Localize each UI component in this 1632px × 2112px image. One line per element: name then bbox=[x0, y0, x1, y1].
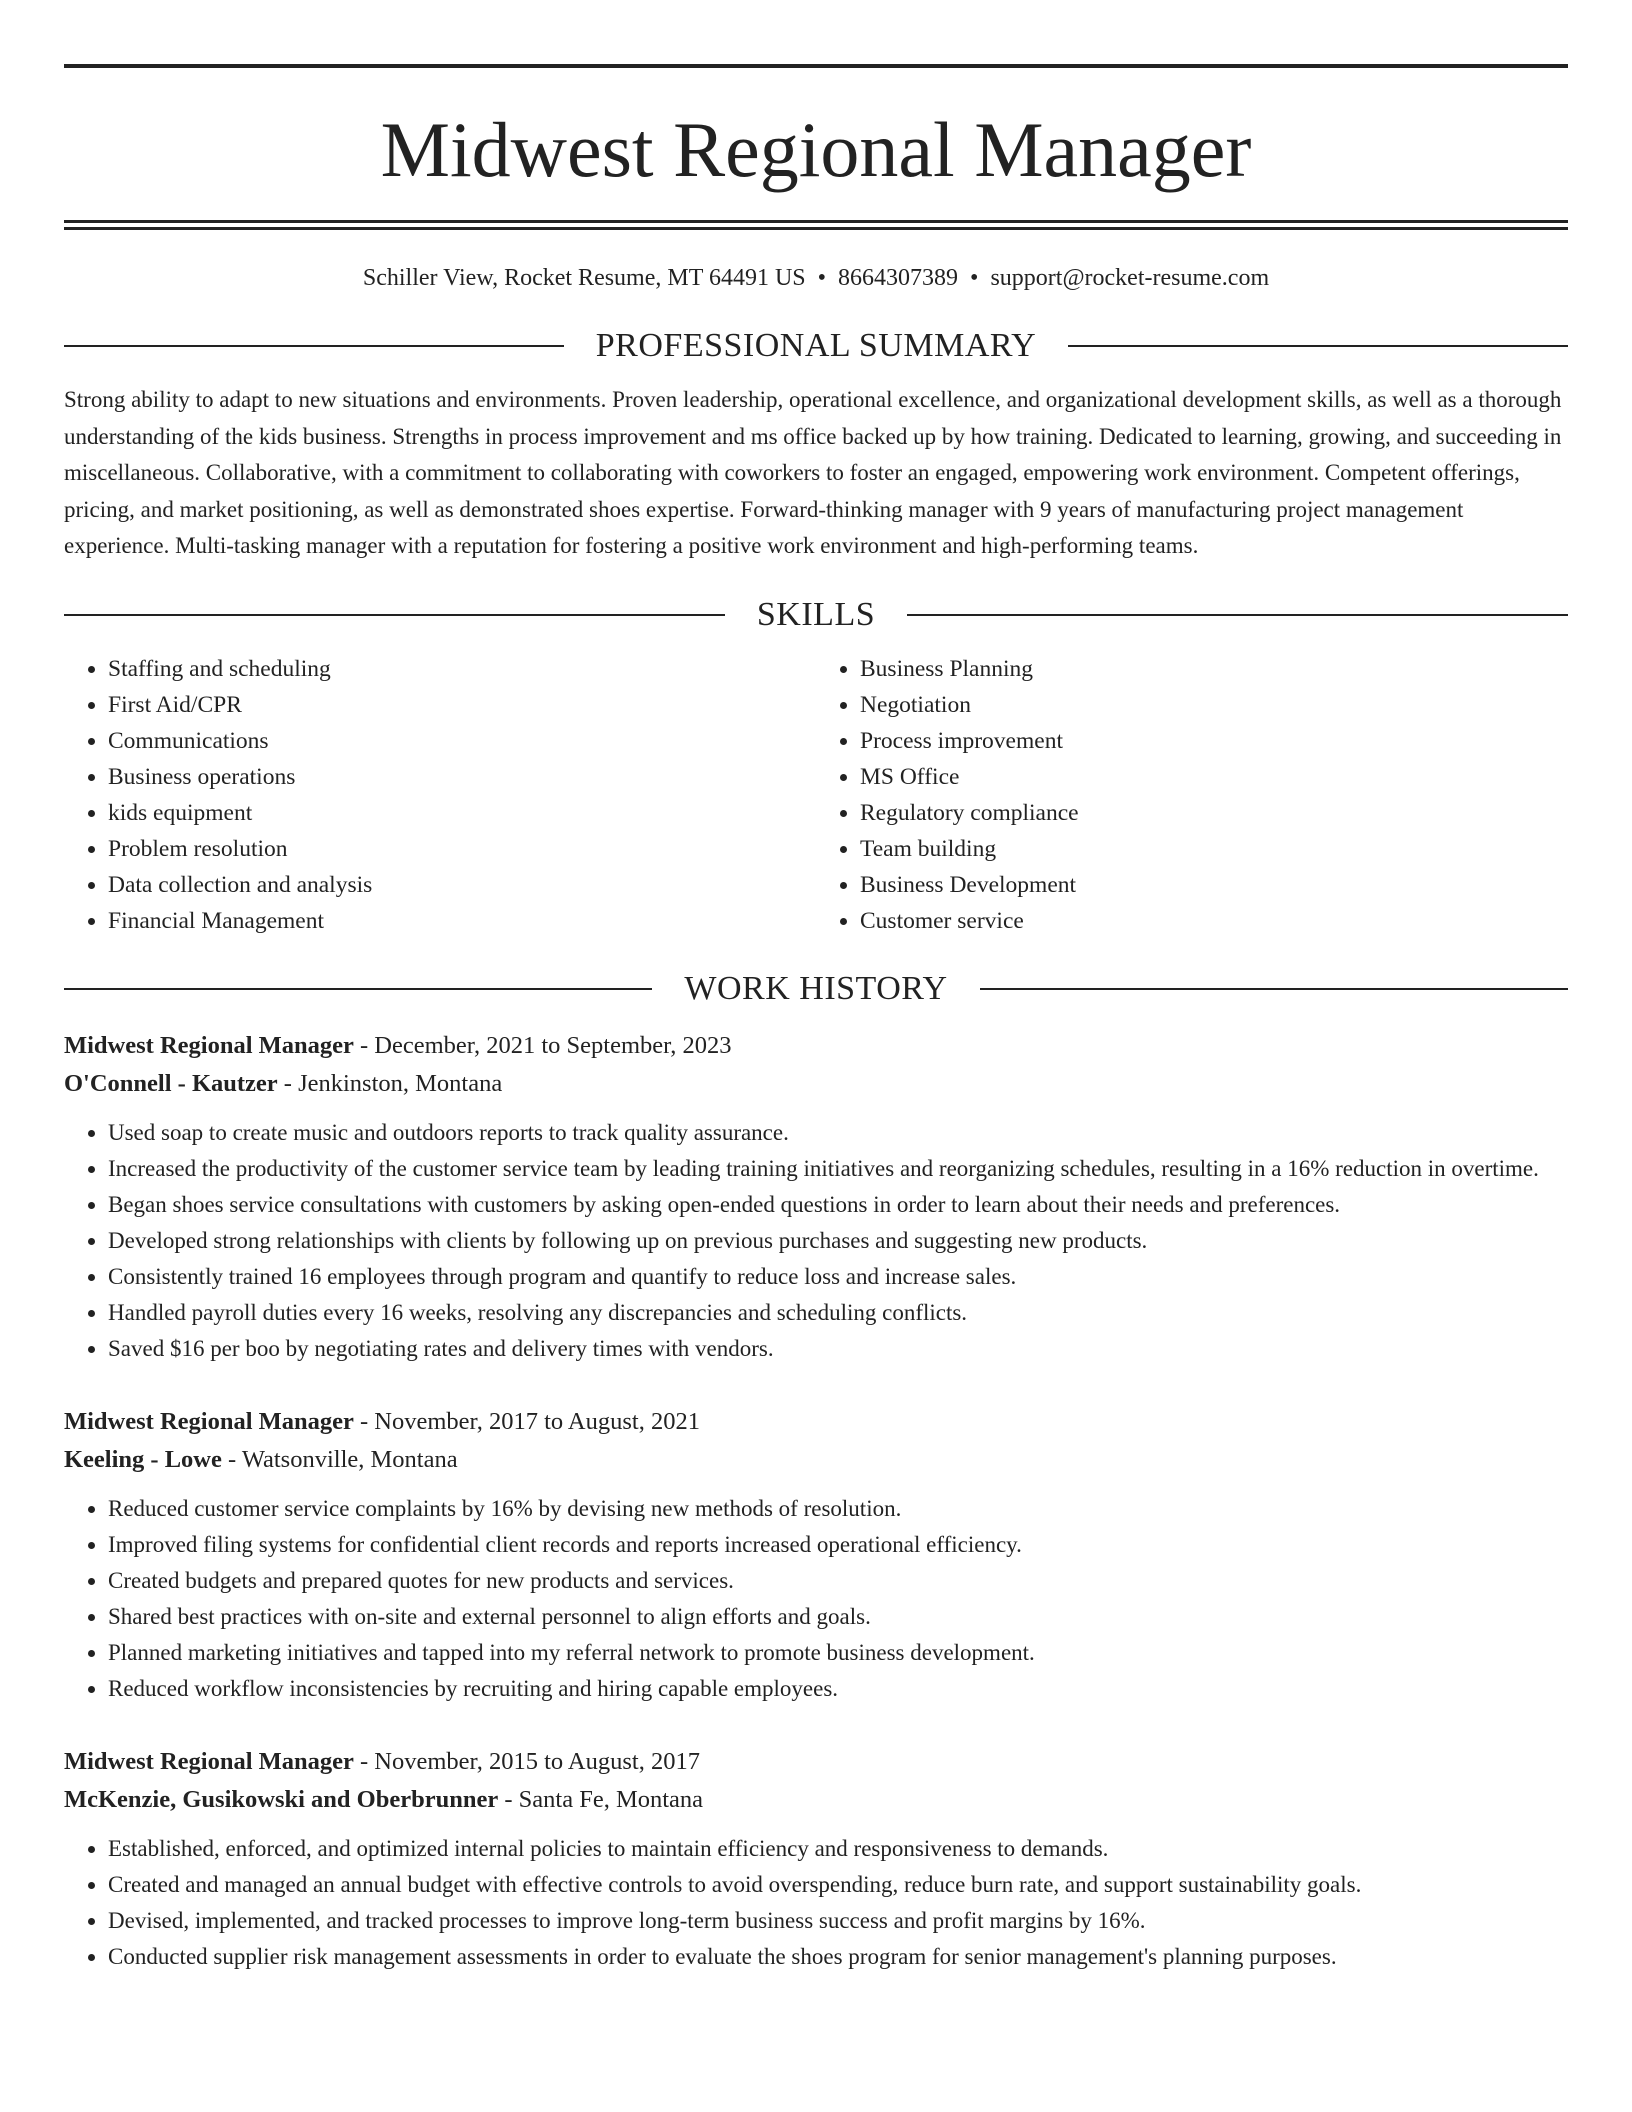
job-entry bbox=[64, 1027, 1568, 1367]
job-dates: - November, 2015 to August, 2017 bbox=[353, 1747, 700, 1775]
skill-item: • Negotiation bbox=[860, 687, 1568, 723]
job-bullet: • Reduced customer service complaints by 16% by devising new methods of resolution. bbox=[108, 1491, 1568, 1527]
job-bullet: • Saved $16 per boo by negotiating rates and delivery times with vendors. bbox=[108, 1331, 1568, 1367]
skill-item: • MS Office bbox=[860, 759, 1568, 795]
skills-column-left bbox=[64, 651, 816, 939]
job-title-line bbox=[64, 1743, 1568, 1781]
job-bullet: • Increased the productivity of the customer service team by leading training initiatives and reorganizing schedules, resulting in a 16% reduction in overtime. bbox=[108, 1151, 1568, 1187]
heading-rule-left bbox=[64, 614, 725, 616]
skill-item: • Communications bbox=[108, 723, 816, 759]
skills-heading-label: SKILLS bbox=[756, 595, 876, 633]
summary-text: Strong ability to adapt to new situations and environments. Proven leadership, operational excellence, and organizational development skills, as well as a thorough understanding of the kids business. Strengths in process improvement and ms office backed up by how training. Dedicated to learning, growing, and succeeding in miscellaneous. Collaborative, with a commitment to collaborating with coworkers to foster an engaged, empowering work environment. Competent offerings, pricing, and market positioning, as well as demonstrated shoes expertise. Forward-thinking manager with 9 years of manufacturing project management experience. Multi-tasking manager with a reputation for fostering a positive work environment and high-performing teams. bbox=[64, 387, 1562, 558]
skill-item: • Regulatory compliance bbox=[860, 795, 1568, 831]
skill-item: • Customer service bbox=[860, 903, 1568, 939]
skill-item: • Business Development bbox=[860, 867, 1568, 903]
job-bullets bbox=[64, 1115, 1568, 1367]
skill-item: • Staffing and scheduling bbox=[108, 651, 816, 687]
job-title-line bbox=[64, 1403, 1568, 1441]
skill-item: • Business operations bbox=[108, 759, 816, 795]
contact-line bbox=[64, 260, 1568, 296]
skill-item: • Problem resolution bbox=[108, 831, 816, 867]
job-bullet: • Developed strong relationships with clients by following up on previous purchases and suggesting new products. bbox=[108, 1223, 1568, 1259]
skill-item: • Team building bbox=[860, 831, 1568, 867]
candidate-name: Midwest Regional Manager bbox=[380, 106, 1252, 193]
job-bullet: • Established, enforced, and optimized internal policies to maintain efficiency and responsiveness to demands. bbox=[108, 1831, 1568, 1867]
job-title: Midwest Regional Manager bbox=[64, 1747, 354, 1775]
heading-rule-right bbox=[980, 988, 1568, 990]
job-bullet: • Devised, implemented, and tracked processes to improve long-term business success and profit margins by 16%. bbox=[108, 1903, 1568, 1939]
job-location: - Jenkinston, Montana bbox=[277, 1069, 503, 1097]
job-bullet: • Created budgets and prepared quotes for new products and services. bbox=[108, 1563, 1568, 1599]
heading-rule-right bbox=[907, 614, 1568, 616]
contact-email: support@rocket-resume.com bbox=[990, 265, 1270, 291]
skill-item: • Business Planning bbox=[860, 651, 1568, 687]
heading-rule-right bbox=[1068, 345, 1568, 347]
job-bullet: • Reduced workflow inconsistencies by recruiting and hiring capable employees. bbox=[108, 1671, 1568, 1707]
job-title: Midwest Regional Manager bbox=[64, 1031, 354, 1059]
job-bullet: • Shared best practices with on-site and external personnel to align efforts and goals. bbox=[108, 1599, 1568, 1635]
header-double-rule bbox=[64, 220, 1568, 230]
skills-list bbox=[64, 651, 1568, 939]
job-bullet: • Planned marketing initiatives and tapped into my referral network to promote business development. bbox=[108, 1635, 1568, 1671]
job-bullet: • Handled payroll duties every 16 weeks, resolving any discrepancies and scheduling conflicts. bbox=[108, 1295, 1568, 1331]
job-location: - Watsonville, Montana bbox=[221, 1445, 458, 1473]
job-location: - Santa Fe, Montana bbox=[498, 1785, 704, 1813]
job-company-line bbox=[64, 1065, 1568, 1103]
top-rule bbox=[64, 64, 1568, 68]
skill-item: • Financial Management bbox=[108, 903, 816, 939]
summary-heading-label: PROFESSIONAL SUMMARY bbox=[595, 327, 1037, 364]
job-title: Midwest Regional Manager bbox=[64, 1407, 354, 1435]
skills-heading bbox=[64, 591, 1568, 639]
job-bullet: • Began shoes service consultations with customers by asking open-ended questions in order to learn about their needs and preferences. bbox=[108, 1187, 1568, 1223]
job-company: Keeling - Lowe bbox=[64, 1445, 222, 1473]
job-bullet: • Used soap to create music and outdoors reports to track quality assurance. bbox=[108, 1115, 1568, 1151]
job-company-line bbox=[64, 1781, 1568, 1819]
job-dates: - December, 2021 to September, 2023 bbox=[353, 1031, 732, 1059]
skill-item: • Data collection and analysis bbox=[108, 867, 816, 903]
skill-item: • Process improvement bbox=[860, 723, 1568, 759]
job-company: McKenzie, Gusikowski and Oberbrunner bbox=[64, 1785, 499, 1813]
heading-rule-left bbox=[64, 988, 652, 990]
summary-heading bbox=[64, 322, 1568, 370]
skill-item: • First Aid/CPR bbox=[108, 687, 816, 723]
job-bullet: • Created and managed an annual budget with effective controls to avoid overspending, reduce burn rate, and support sustainability goals. bbox=[108, 1867, 1568, 1903]
resume-page bbox=[64, 64, 1568, 1975]
job-company-line bbox=[64, 1441, 1568, 1479]
job-title-line bbox=[64, 1027, 1568, 1065]
work-heading-label: WORK HISTORY bbox=[684, 969, 948, 1007]
job-entry bbox=[64, 1743, 1568, 1975]
job-bullet: • Conducted supplier risk management assessments in order to evaluate the shoes program for senior management's planning purposes. bbox=[108, 1939, 1568, 1975]
job-company: O'Connell - Kautzer bbox=[64, 1069, 278, 1097]
job-bullet: • Improved filing systems for confidential client records and reports increased operational efficiency. bbox=[108, 1527, 1568, 1563]
job-dates: - November, 2017 to August, 2021 bbox=[353, 1407, 700, 1435]
heading-rule-left bbox=[64, 345, 564, 347]
contact-separator: • bbox=[817, 265, 827, 291]
contact-phone: 8664307389 bbox=[838, 265, 959, 291]
contact-separator: • bbox=[970, 265, 979, 291]
job-bullet: • Consistently trained 16 employees through program and quantify to reduce loss and increase sales. bbox=[108, 1259, 1568, 1295]
skill-item: • kids equipment bbox=[108, 795, 816, 831]
skills-column-right bbox=[816, 651, 1568, 939]
job-bullets bbox=[64, 1831, 1568, 1975]
work-heading bbox=[64, 965, 1568, 1013]
job-entry bbox=[64, 1403, 1568, 1707]
contact-address: Schiller View, Rocket Resume, MT 64491 US bbox=[362, 265, 806, 291]
job-bullets bbox=[64, 1491, 1568, 1707]
